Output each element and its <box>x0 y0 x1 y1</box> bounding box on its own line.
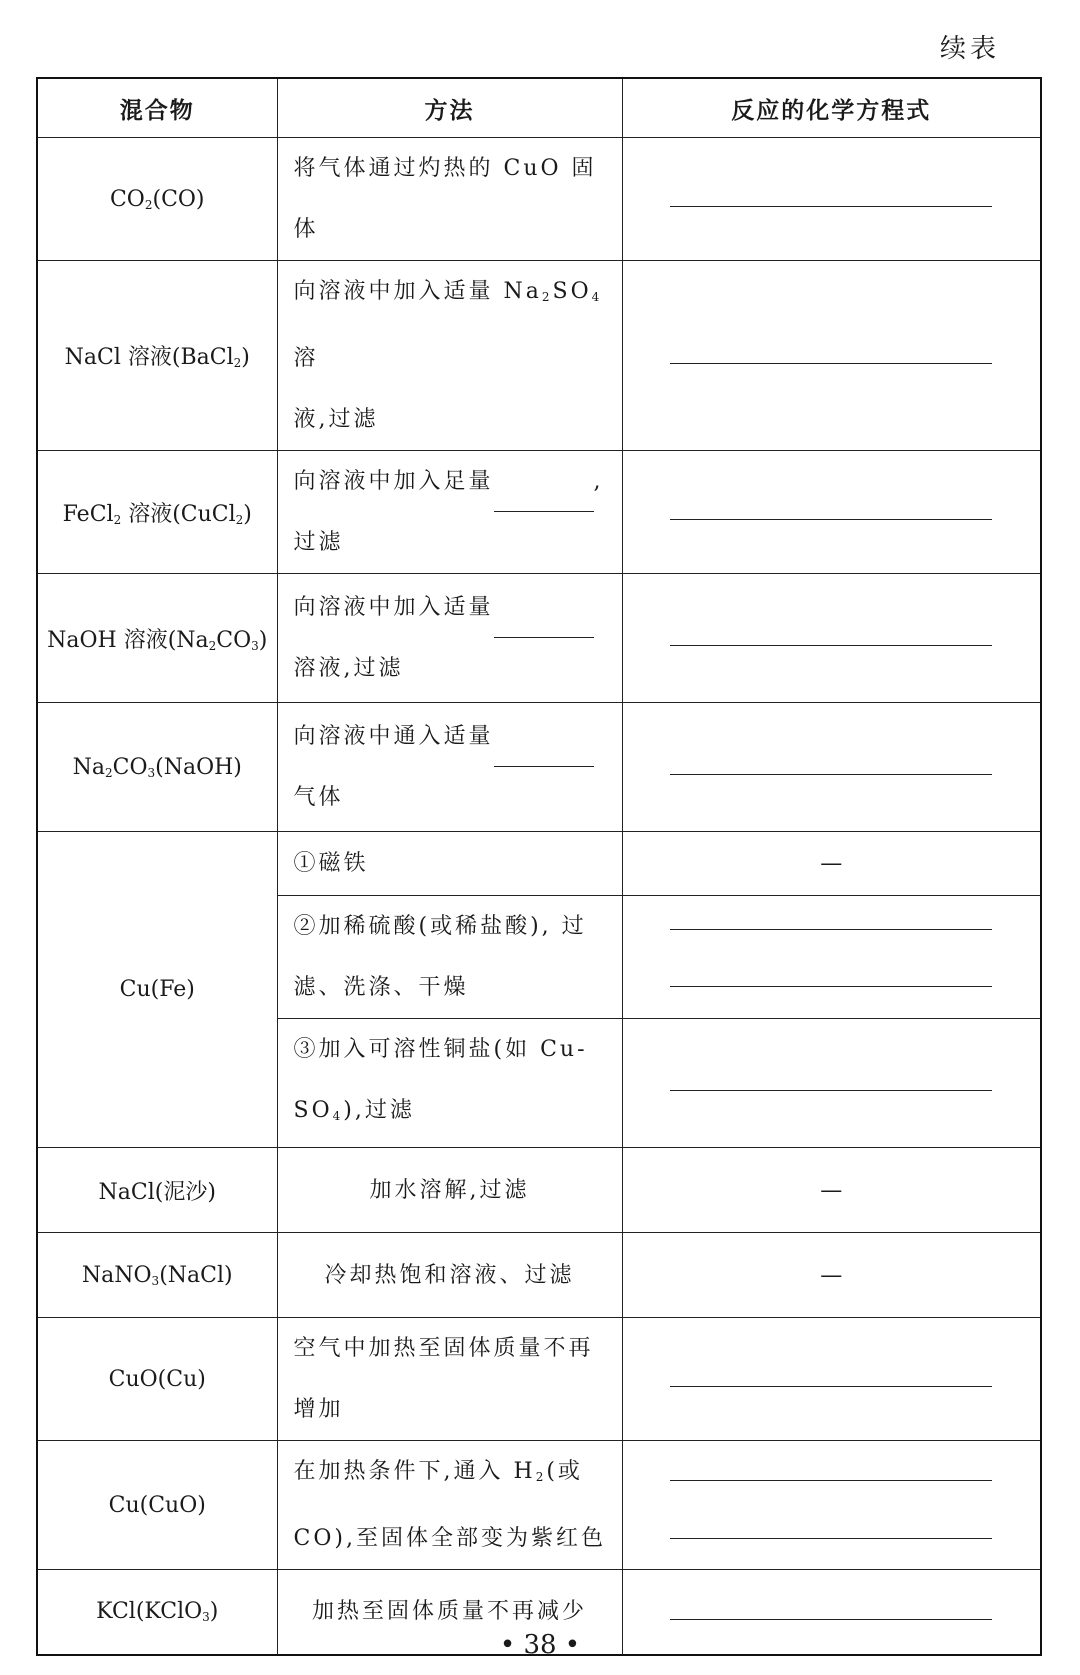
method-cell: 向溶液中通入适量 气体 <box>277 703 622 832</box>
reagent-blank[interactable] <box>494 487 594 512</box>
equation-cell: — <box>622 832 1041 896</box>
method-cell: 加热至固体质量不再减少 <box>277 1570 622 1655</box>
equation-cell[interactable] <box>622 1318 1041 1441</box>
equation-cell: — <box>622 1233 1041 1318</box>
method-cell: ②加稀硫酸(或稀盐酸), 过 滤、洗涤、干燥 <box>277 896 622 1019</box>
page-number: • 38 • <box>499 1630 581 1660</box>
header-mixture: 混合物 <box>37 78 277 138</box>
method-cell: 向溶液中加入适量 溶液,过滤 <box>277 574 622 703</box>
answer-line[interactable] <box>670 1385 992 1387</box>
method-cell: 向溶液中加入适量 $Na_2SO_4$ 溶 液,过滤 <box>277 261 622 451</box>
continued-label: 续表 <box>939 34 1000 64</box>
method-cell: 冷却热饱和溶液、过滤 <box>277 1233 622 1318</box>
header-method: 方法 <box>277 78 622 138</box>
method-cell: ①磁铁 <box>277 832 622 896</box>
mixture-cell: CuO(Cu) <box>37 1318 277 1441</box>
mixture-cell: Cu(Fe) <box>37 832 277 1148</box>
method-cell: ③加入可溶性铜盐(如 Cu- $SO_4$),过滤 <box>277 1019 622 1148</box>
mixture-cell: Cu(CuO) <box>37 1441 277 1570</box>
table-row <box>37 1441 1041 1570</box>
equation-cell[interactable] <box>622 138 1041 261</box>
table-row <box>37 1148 1041 1233</box>
equation-cell: — <box>622 1148 1041 1233</box>
answer-line[interactable] <box>670 1089 992 1091</box>
answer-line[interactable] <box>670 773 992 775</box>
table-row <box>37 261 1041 451</box>
table-row <box>37 832 1041 896</box>
answer-line[interactable] <box>670 1537 992 1539</box>
mixture-cell: NaOH 溶液$(Na_2CO_3)$ <box>37 574 277 703</box>
equation-cell[interactable] <box>622 574 1041 703</box>
table-row <box>37 138 1041 261</box>
equation-cell[interactable] <box>622 261 1041 451</box>
table-row <box>37 574 1041 703</box>
method-cell: 将气体通过灼热的 CuO 固体 <box>277 138 622 261</box>
method-cell: 在加热条件下,通入 $H_2$(或 CO),至固体全部变为紫红色 <box>277 1441 622 1570</box>
equation-cell[interactable] <box>622 1441 1041 1570</box>
table-row <box>37 1318 1041 1441</box>
equation-cell[interactable] <box>622 703 1041 832</box>
header-equation: 反应的化学方程式 <box>622 78 1041 138</box>
reagent-blank[interactable] <box>494 613 594 638</box>
answer-line[interactable] <box>670 644 992 646</box>
mixture-cell: NaNO$_3$(NaCl) <box>37 1233 277 1318</box>
mixture-cell: $Na_2CO_3(NaOH)$ <box>37 703 277 832</box>
answer-line[interactable] <box>670 205 992 207</box>
answer-line[interactable] <box>670 518 992 520</box>
mixture-cell: $CO_2(CO)$ <box>37 138 277 261</box>
table-row <box>37 1233 1041 1318</box>
answer-line[interactable] <box>670 1479 992 1481</box>
method-cell: 向溶液中加入足量 , 过滤 <box>277 451 622 574</box>
answer-line[interactable] <box>670 362 992 364</box>
answer-line[interactable] <box>670 1618 992 1620</box>
mixture-cell: FeCl$_2$ 溶液(CuCl$_2$) <box>37 451 277 574</box>
mixture-cell: NaCl 溶液(BaCl$_2$) <box>37 261 277 451</box>
answer-line[interactable] <box>670 985 992 987</box>
header-row <box>37 78 1041 138</box>
separation-methods-table <box>36 77 1042 1656</box>
table-row <box>37 703 1041 832</box>
equation-cell[interactable] <box>622 1019 1041 1148</box>
mixture-cell: NaCl(泥沙) <box>37 1148 277 1233</box>
method-cell: 加水溶解,过滤 <box>277 1148 622 1233</box>
table-row <box>37 451 1041 574</box>
equation-cell[interactable] <box>622 896 1041 1019</box>
answer-line[interactable] <box>670 928 992 930</box>
reagent-blank[interactable] <box>494 742 594 767</box>
method-cell: 空气中加热至固体质量不再 增加 <box>277 1318 622 1441</box>
mixture-cell: KCl(KClO$_3$) <box>37 1570 277 1655</box>
equation-cell[interactable] <box>622 451 1041 574</box>
